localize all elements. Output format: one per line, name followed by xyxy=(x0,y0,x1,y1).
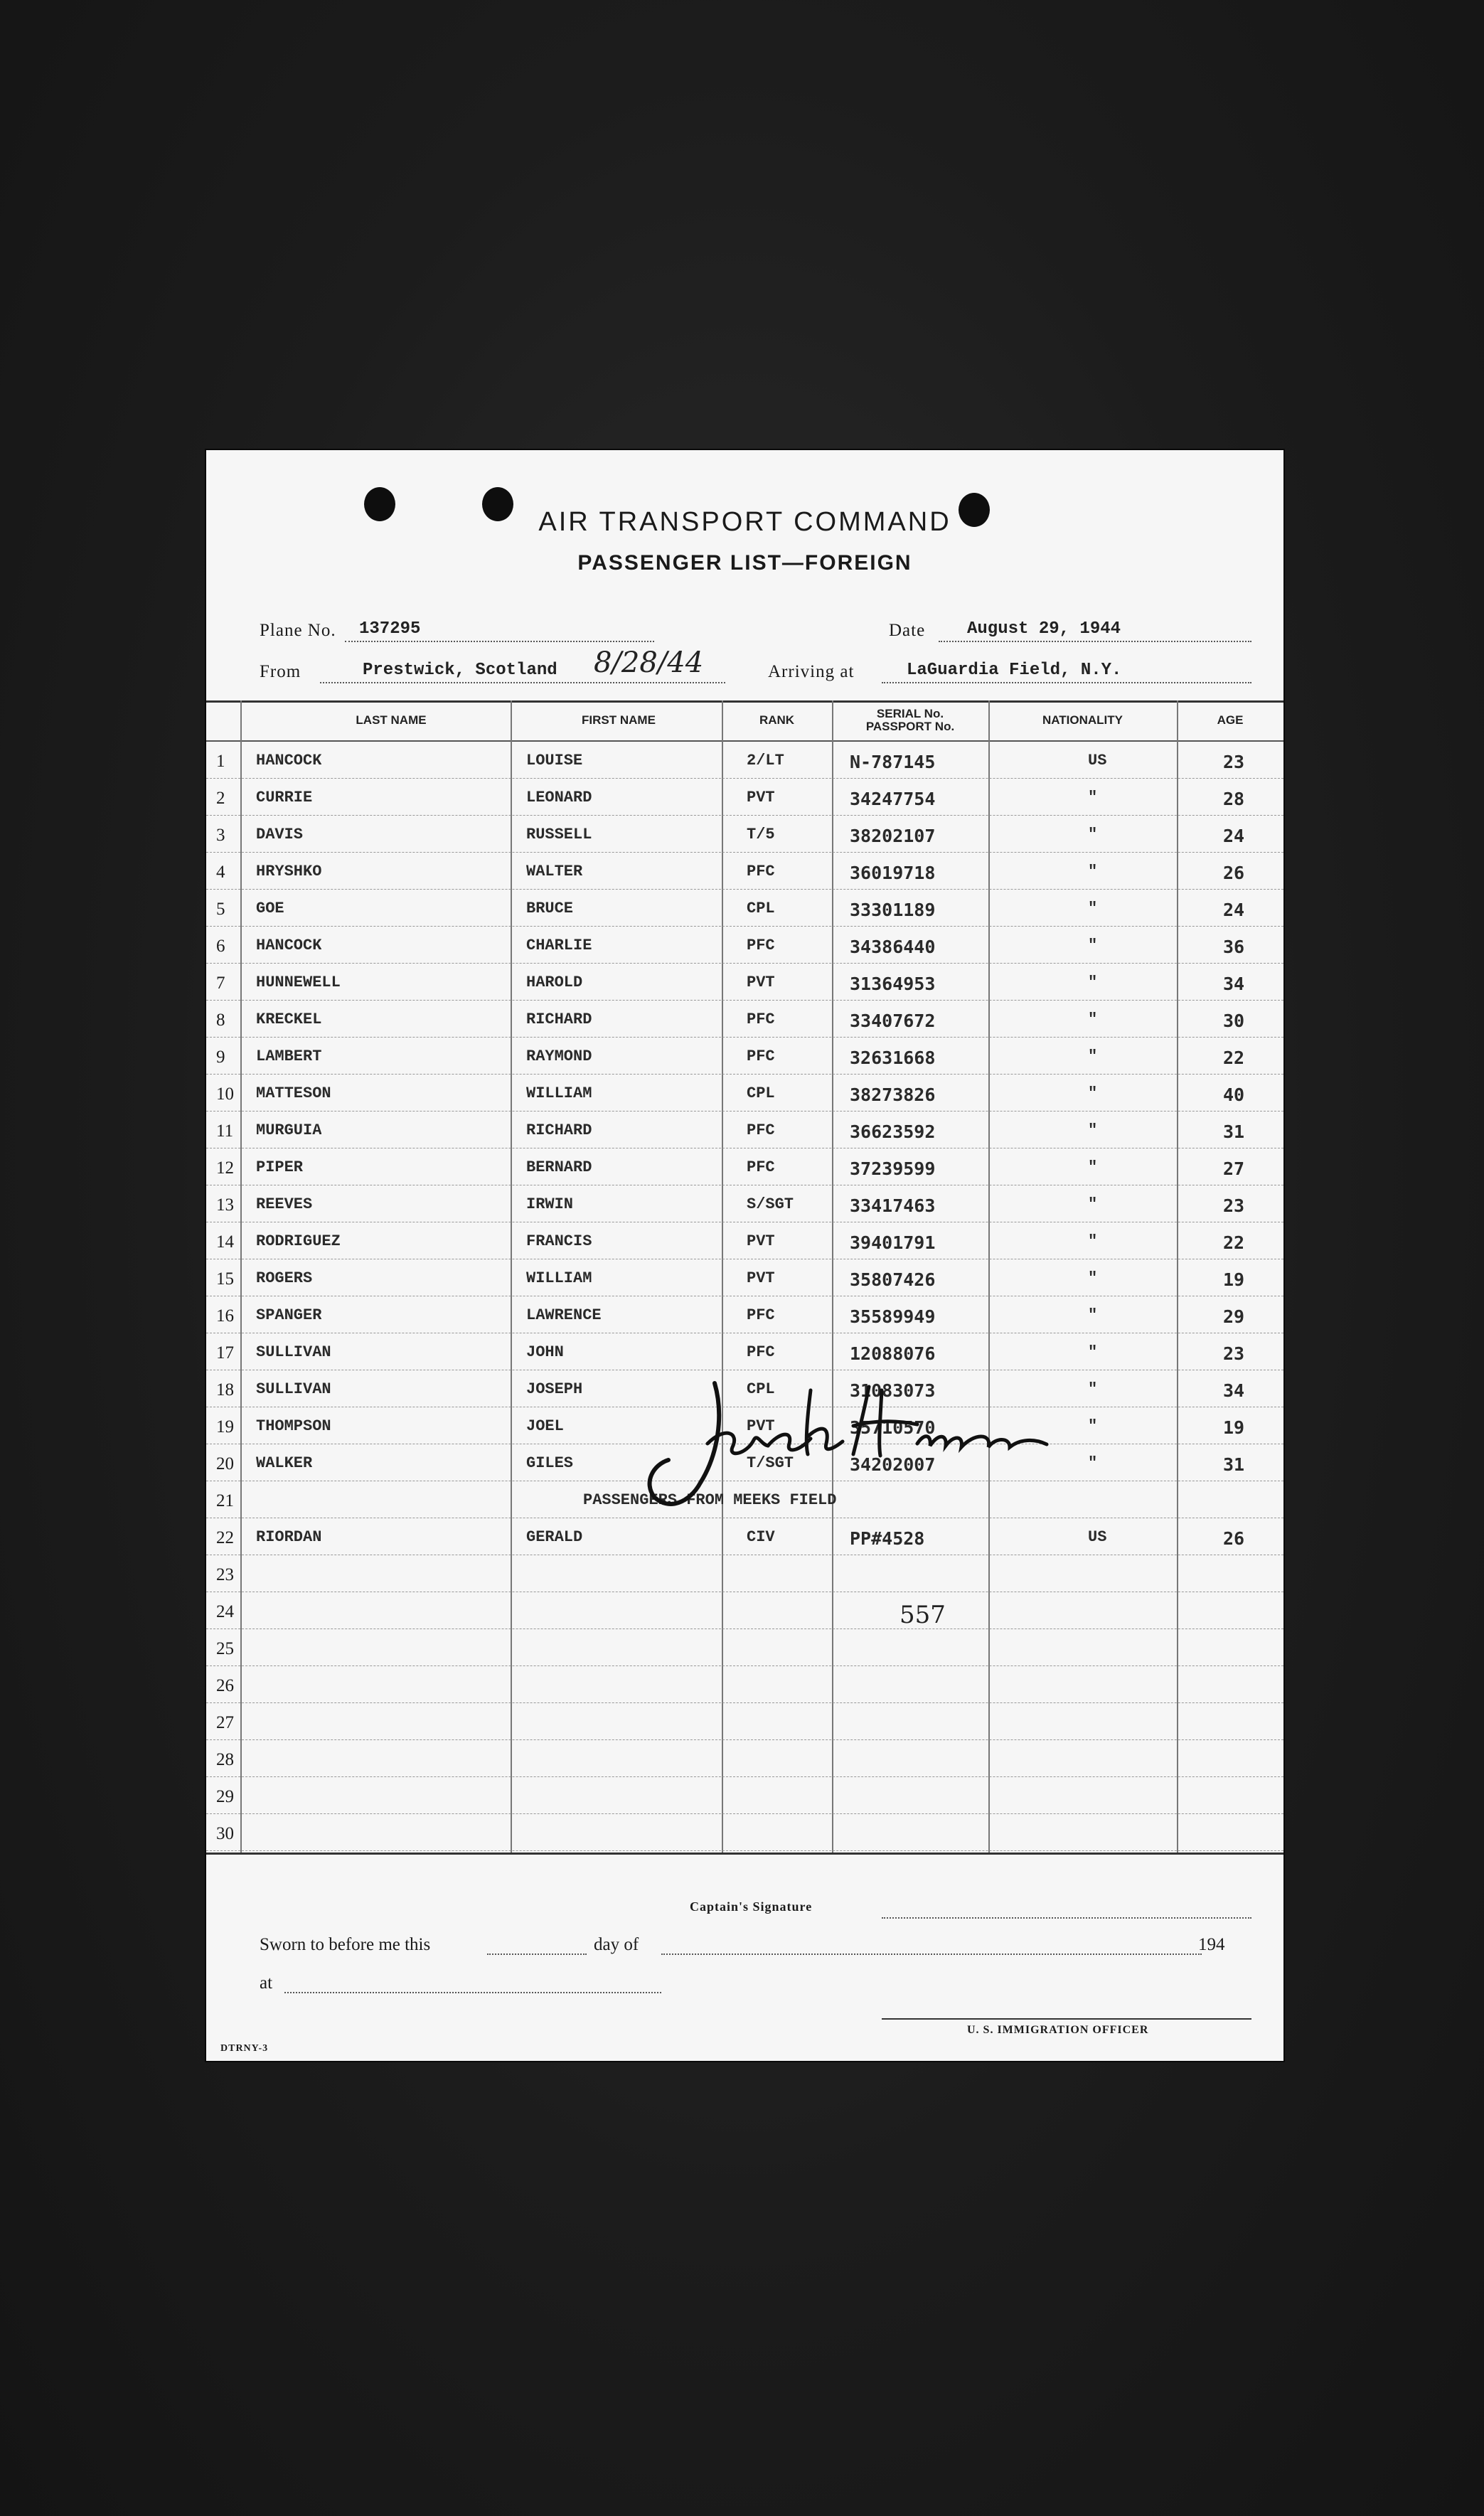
nationality-cell: " xyxy=(1088,974,1098,991)
nationality-cell: " xyxy=(1088,863,1098,880)
age-cell: 31 xyxy=(1223,1454,1245,1475)
row-number: 12 xyxy=(216,1158,234,1178)
rank-cell: PFC xyxy=(747,1306,775,1324)
rank-cell: PVT xyxy=(747,974,775,991)
nationality-cell: " xyxy=(1088,826,1098,843)
col-serial-line1: SERIAL No. xyxy=(876,707,944,720)
row-number: 13 xyxy=(216,1195,234,1215)
rank-cell: CPL xyxy=(747,1380,775,1398)
last-name-cell: ROGERS xyxy=(256,1269,313,1287)
nationality-cell: " xyxy=(1088,1306,1098,1324)
rank-cell: PFC xyxy=(747,1121,775,1139)
last-name-cell: WALKER xyxy=(256,1454,313,1472)
row-number: 1 xyxy=(216,752,225,771)
table-row xyxy=(206,1038,1283,1075)
arriving-label: Arriving at xyxy=(768,662,855,681)
first-name-cell: JOEL xyxy=(526,1417,564,1435)
row-number: 10 xyxy=(216,1084,234,1104)
last-name-cell: RODRIGUEZ xyxy=(256,1232,341,1250)
last-name-cell: SPANGER xyxy=(256,1306,322,1324)
row-number: 2 xyxy=(216,789,225,808)
dotted-rule xyxy=(345,641,654,642)
from-value: Prestwick, Scotland xyxy=(363,661,557,680)
last-name-cell: SULLIVAN xyxy=(256,1343,331,1361)
serial-cell: 12088076 xyxy=(850,1343,936,1364)
serial-cell: 37239599 xyxy=(850,1158,936,1179)
age-cell: 23 xyxy=(1223,1343,1245,1364)
serial-cell: 33301189 xyxy=(850,900,936,920)
date-value: August 29, 1944 xyxy=(967,619,1121,639)
serial-cell: 34247754 xyxy=(850,789,936,809)
last-name-cell: HUNNEWELL xyxy=(256,974,341,991)
rank-cell: CPL xyxy=(747,1084,775,1102)
row-number: 5 xyxy=(216,900,225,919)
handwritten-number: 557 xyxy=(900,1601,946,1629)
table-row xyxy=(206,1629,1283,1666)
form-code: DTRNY-3 xyxy=(220,2043,269,2054)
dotted-rule xyxy=(284,1992,661,1993)
age-cell: 26 xyxy=(1223,863,1245,883)
rank-cell: PFC xyxy=(747,1048,775,1065)
rank-cell: CIV xyxy=(747,1528,775,1546)
nationality-cell: " xyxy=(1088,1380,1098,1398)
plane-number: 137295 xyxy=(359,619,421,639)
first-name-cell: JOHN xyxy=(526,1343,564,1361)
table-row xyxy=(206,853,1283,890)
captain-signature-label: Captain's Signature xyxy=(690,1899,813,1914)
col-serial-line2: PASSPORT No. xyxy=(865,720,955,733)
officer-signature-line xyxy=(882,2018,1251,2020)
serial-cell: 31083073 xyxy=(850,1380,936,1401)
last-name-cell: DAVIS xyxy=(256,826,304,843)
table-row xyxy=(206,1666,1283,1703)
row-number: 22 xyxy=(216,1528,234,1547)
from-label: From xyxy=(260,662,301,681)
nationality-cell: " xyxy=(1088,1048,1098,1065)
age-cell: 27 xyxy=(1223,1158,1245,1179)
nationality-cell: US xyxy=(1088,752,1107,769)
rank-cell: PFC xyxy=(747,937,775,954)
serial-cell: 32631668 xyxy=(850,1048,936,1068)
table-row xyxy=(206,1703,1283,1740)
dotted-rule xyxy=(320,682,725,683)
row-number: 8 xyxy=(216,1011,225,1030)
row-number: 18 xyxy=(216,1380,234,1400)
last-name-cell: CURRIE xyxy=(256,789,313,806)
age-cell: 24 xyxy=(1223,900,1245,920)
age-cell: 22 xyxy=(1223,1232,1245,1253)
row-number: 23 xyxy=(216,1565,234,1584)
first-name-cell: WILLIAM xyxy=(526,1084,592,1102)
passenger-list-form xyxy=(206,450,1283,2061)
dotted-rule xyxy=(939,641,1251,642)
col-serial xyxy=(832,700,988,740)
serial-cell: 39401791 xyxy=(850,1232,936,1253)
first-name-cell: GILES xyxy=(526,1454,574,1472)
age-cell: 29 xyxy=(1223,1306,1245,1327)
first-name-cell: GERALD xyxy=(526,1528,583,1546)
rank-cell: PFC xyxy=(747,1343,775,1361)
age-cell: 24 xyxy=(1223,826,1245,846)
table-row xyxy=(206,1222,1283,1259)
table-row xyxy=(206,1296,1283,1333)
row-number: 25 xyxy=(216,1639,234,1658)
col-last-name: LAST NAME xyxy=(356,713,427,727)
row-number: 7 xyxy=(216,974,225,993)
age-cell: 23 xyxy=(1223,752,1245,772)
nationality-cell: " xyxy=(1088,1343,1098,1361)
col-rank: RANK xyxy=(759,713,795,727)
row-number: 17 xyxy=(216,1343,234,1363)
serial-cell: 36019718 xyxy=(850,863,936,883)
table-row xyxy=(206,1001,1283,1038)
table-row xyxy=(206,816,1283,853)
age-cell: 40 xyxy=(1223,1084,1245,1105)
age-cell: 34 xyxy=(1223,1380,1245,1401)
table-row xyxy=(206,1592,1283,1629)
table-row xyxy=(206,779,1283,816)
serial-cell: 33417463 xyxy=(850,1195,936,1216)
first-name-cell: BRUCE xyxy=(526,900,574,917)
last-name-cell: HANCOCK xyxy=(256,937,322,954)
row-number: 11 xyxy=(216,1121,234,1141)
row-number: 24 xyxy=(216,1602,234,1621)
serial-cell: 33407672 xyxy=(850,1011,936,1031)
rank-cell: PVT xyxy=(747,789,775,806)
col-first-name: FIRST NAME xyxy=(582,713,656,727)
serial-cell: 36623592 xyxy=(850,1121,936,1142)
sworn-label: Sworn to before me this xyxy=(260,1935,431,1954)
nationality-cell: " xyxy=(1088,1121,1098,1139)
serial-cell: 35589949 xyxy=(850,1306,936,1327)
nationality-cell: " xyxy=(1088,1195,1098,1213)
first-name-cell: RAYMOND xyxy=(526,1048,592,1065)
serial-cell: 34386440 xyxy=(850,937,936,957)
nationality-cell: " xyxy=(1088,1158,1098,1176)
age-cell: 30 xyxy=(1223,1011,1245,1031)
age-cell: 36 xyxy=(1223,937,1245,957)
last-name-cell: RIORDAN xyxy=(256,1528,322,1546)
table-row xyxy=(206,1814,1283,1851)
rank-cell: PVT xyxy=(747,1232,775,1250)
handwritten-date: 8/28/44 xyxy=(594,646,704,679)
last-name-cell: GOE xyxy=(256,900,284,917)
rank-cell: PFC xyxy=(747,1158,775,1176)
rank-cell: PVT xyxy=(747,1417,775,1435)
first-name-cell: WALTER xyxy=(526,863,583,880)
col-nationality: NATIONALITY xyxy=(1042,713,1123,727)
dotted-rule xyxy=(487,1953,587,1955)
last-name-cell: PIPER xyxy=(256,1158,304,1176)
age-cell: 19 xyxy=(1223,1269,1245,1290)
table-bottom-rule xyxy=(206,1853,1283,1855)
last-name-cell: HRYSHKO xyxy=(256,863,322,880)
last-name-cell: KRECKEL xyxy=(256,1011,322,1028)
first-name-cell: HAROLD xyxy=(526,974,583,991)
serial-cell: PP#4528 xyxy=(850,1528,925,1549)
captain-signature xyxy=(640,1376,1052,1518)
age-cell: 34 xyxy=(1223,974,1245,994)
last-name-cell: LAMBERT xyxy=(256,1048,322,1065)
last-name-cell: HANCOCK xyxy=(256,752,322,769)
row-number: 19 xyxy=(216,1417,234,1436)
serial-cell: 38202107 xyxy=(850,826,936,846)
date-label: Date xyxy=(889,621,926,640)
row-number: 27 xyxy=(216,1713,234,1732)
row-number: 14 xyxy=(216,1232,234,1252)
last-name-cell: SULLIVAN xyxy=(256,1380,331,1398)
serial-cell: 38273826 xyxy=(850,1084,936,1105)
first-name-cell: CHARLIE xyxy=(526,937,592,954)
first-name-cell: LOUISE xyxy=(526,752,583,769)
last-name-cell: REEVES xyxy=(256,1195,313,1213)
nationality-cell: " xyxy=(1088,1232,1098,1250)
row-number: 30 xyxy=(216,1824,234,1843)
table-row xyxy=(206,1075,1283,1112)
row-number: 20 xyxy=(216,1454,234,1473)
age-cell: 19 xyxy=(1223,1417,1245,1438)
table-row xyxy=(206,1148,1283,1185)
row-number: 4 xyxy=(216,863,225,882)
nationality-cell: " xyxy=(1088,1417,1098,1435)
row-number: 9 xyxy=(216,1048,225,1067)
age-cell: 22 xyxy=(1223,1048,1245,1068)
officer-label: U. S. IMMIGRATION OFFICER xyxy=(967,2024,1149,2036)
rank-cell: PFC xyxy=(747,1011,775,1028)
row-number: 26 xyxy=(216,1676,234,1695)
last-name-cell: THOMPSON xyxy=(256,1417,331,1435)
table-row xyxy=(206,964,1283,1001)
age-cell: 26 xyxy=(1223,1528,1245,1549)
table-row xyxy=(206,1112,1283,1148)
rank-cell: PVT xyxy=(747,1269,775,1287)
nationality-cell: " xyxy=(1088,937,1098,954)
rank-cell: T/SGT xyxy=(747,1454,794,1472)
first-name-cell: WILLIAM xyxy=(526,1269,592,1287)
table-row xyxy=(206,1777,1283,1814)
table-row xyxy=(206,1740,1283,1777)
first-name-cell: RUSSELL xyxy=(526,826,592,843)
col-age: AGE xyxy=(1217,713,1244,727)
serial-cell: 31364953 xyxy=(850,974,936,994)
nationality-cell: " xyxy=(1088,789,1098,806)
table-row xyxy=(206,1518,1283,1555)
nationality-cell: " xyxy=(1088,900,1098,917)
table-row xyxy=(206,742,1283,779)
day-of-label: day of xyxy=(594,1935,639,1954)
age-cell: 31 xyxy=(1223,1121,1245,1142)
first-name-cell: BERNARD xyxy=(526,1158,592,1176)
signature-line xyxy=(882,1917,1251,1919)
row-number: 28 xyxy=(216,1750,234,1769)
table-row xyxy=(206,1185,1283,1222)
arriving-value: LaGuardia Field, N.Y. xyxy=(907,661,1122,680)
nationality-cell: " xyxy=(1088,1454,1098,1472)
serial-cell: 35710570 xyxy=(850,1417,936,1438)
table-row xyxy=(206,1555,1283,1592)
row-rule xyxy=(206,1850,1283,1851)
nationality-cell: " xyxy=(1088,1011,1098,1028)
table-row xyxy=(206,1333,1283,1370)
nationality-cell: US xyxy=(1088,1528,1107,1546)
rank-cell: T/5 xyxy=(747,826,775,843)
table-row xyxy=(206,927,1283,964)
row-number: 6 xyxy=(216,937,225,956)
row-number: 16 xyxy=(216,1306,234,1326)
serial-cell: 34202007 xyxy=(850,1454,936,1475)
age-cell: 23 xyxy=(1223,1195,1245,1216)
last-name-cell: MATTESON xyxy=(256,1084,331,1102)
first-name-cell: JOSEPH xyxy=(526,1380,583,1398)
at-label: at xyxy=(260,1973,273,1993)
serial-cell: N-787145 xyxy=(850,752,936,772)
rank-cell: 2/LT xyxy=(747,752,784,769)
year-label: 194 xyxy=(1198,1935,1225,1954)
row-subheading: PASSENGERS FROM MEEKS FIELD xyxy=(583,1491,837,1509)
table-row xyxy=(206,1259,1283,1296)
last-name-cell: MURGUIA xyxy=(256,1121,322,1139)
age-cell: 28 xyxy=(1223,789,1245,809)
nationality-cell: " xyxy=(1088,1084,1098,1102)
first-name-cell: RICHARD xyxy=(526,1121,592,1139)
first-name-cell: LEONARD xyxy=(526,789,592,806)
rank-cell: S/SGT xyxy=(747,1195,794,1213)
dotted-rule xyxy=(882,682,1251,683)
row-number: 29 xyxy=(216,1787,234,1806)
row-number: 15 xyxy=(216,1269,234,1289)
form-subtitle: PASSENGER LIST—FOREIGN xyxy=(577,551,912,575)
rank-cell: PFC xyxy=(747,863,775,880)
form-title: AIR TRANSPORT COMMAND xyxy=(538,507,951,537)
dotted-rule xyxy=(661,1953,1202,1955)
row-number: 21 xyxy=(216,1491,234,1510)
first-name-cell: FRANCIS xyxy=(526,1232,592,1250)
first-name-cell: RICHARD xyxy=(526,1011,592,1028)
plane-label: Plane No. xyxy=(260,621,336,640)
serial-cell: 35807426 xyxy=(850,1269,936,1290)
table-row xyxy=(206,890,1283,927)
first-name-cell: IRWIN xyxy=(526,1195,574,1213)
nationality-cell: " xyxy=(1088,1269,1098,1287)
rank-cell: CPL xyxy=(747,900,775,917)
first-name-cell: LAWRENCE xyxy=(526,1306,602,1324)
row-number: 3 xyxy=(216,826,225,845)
